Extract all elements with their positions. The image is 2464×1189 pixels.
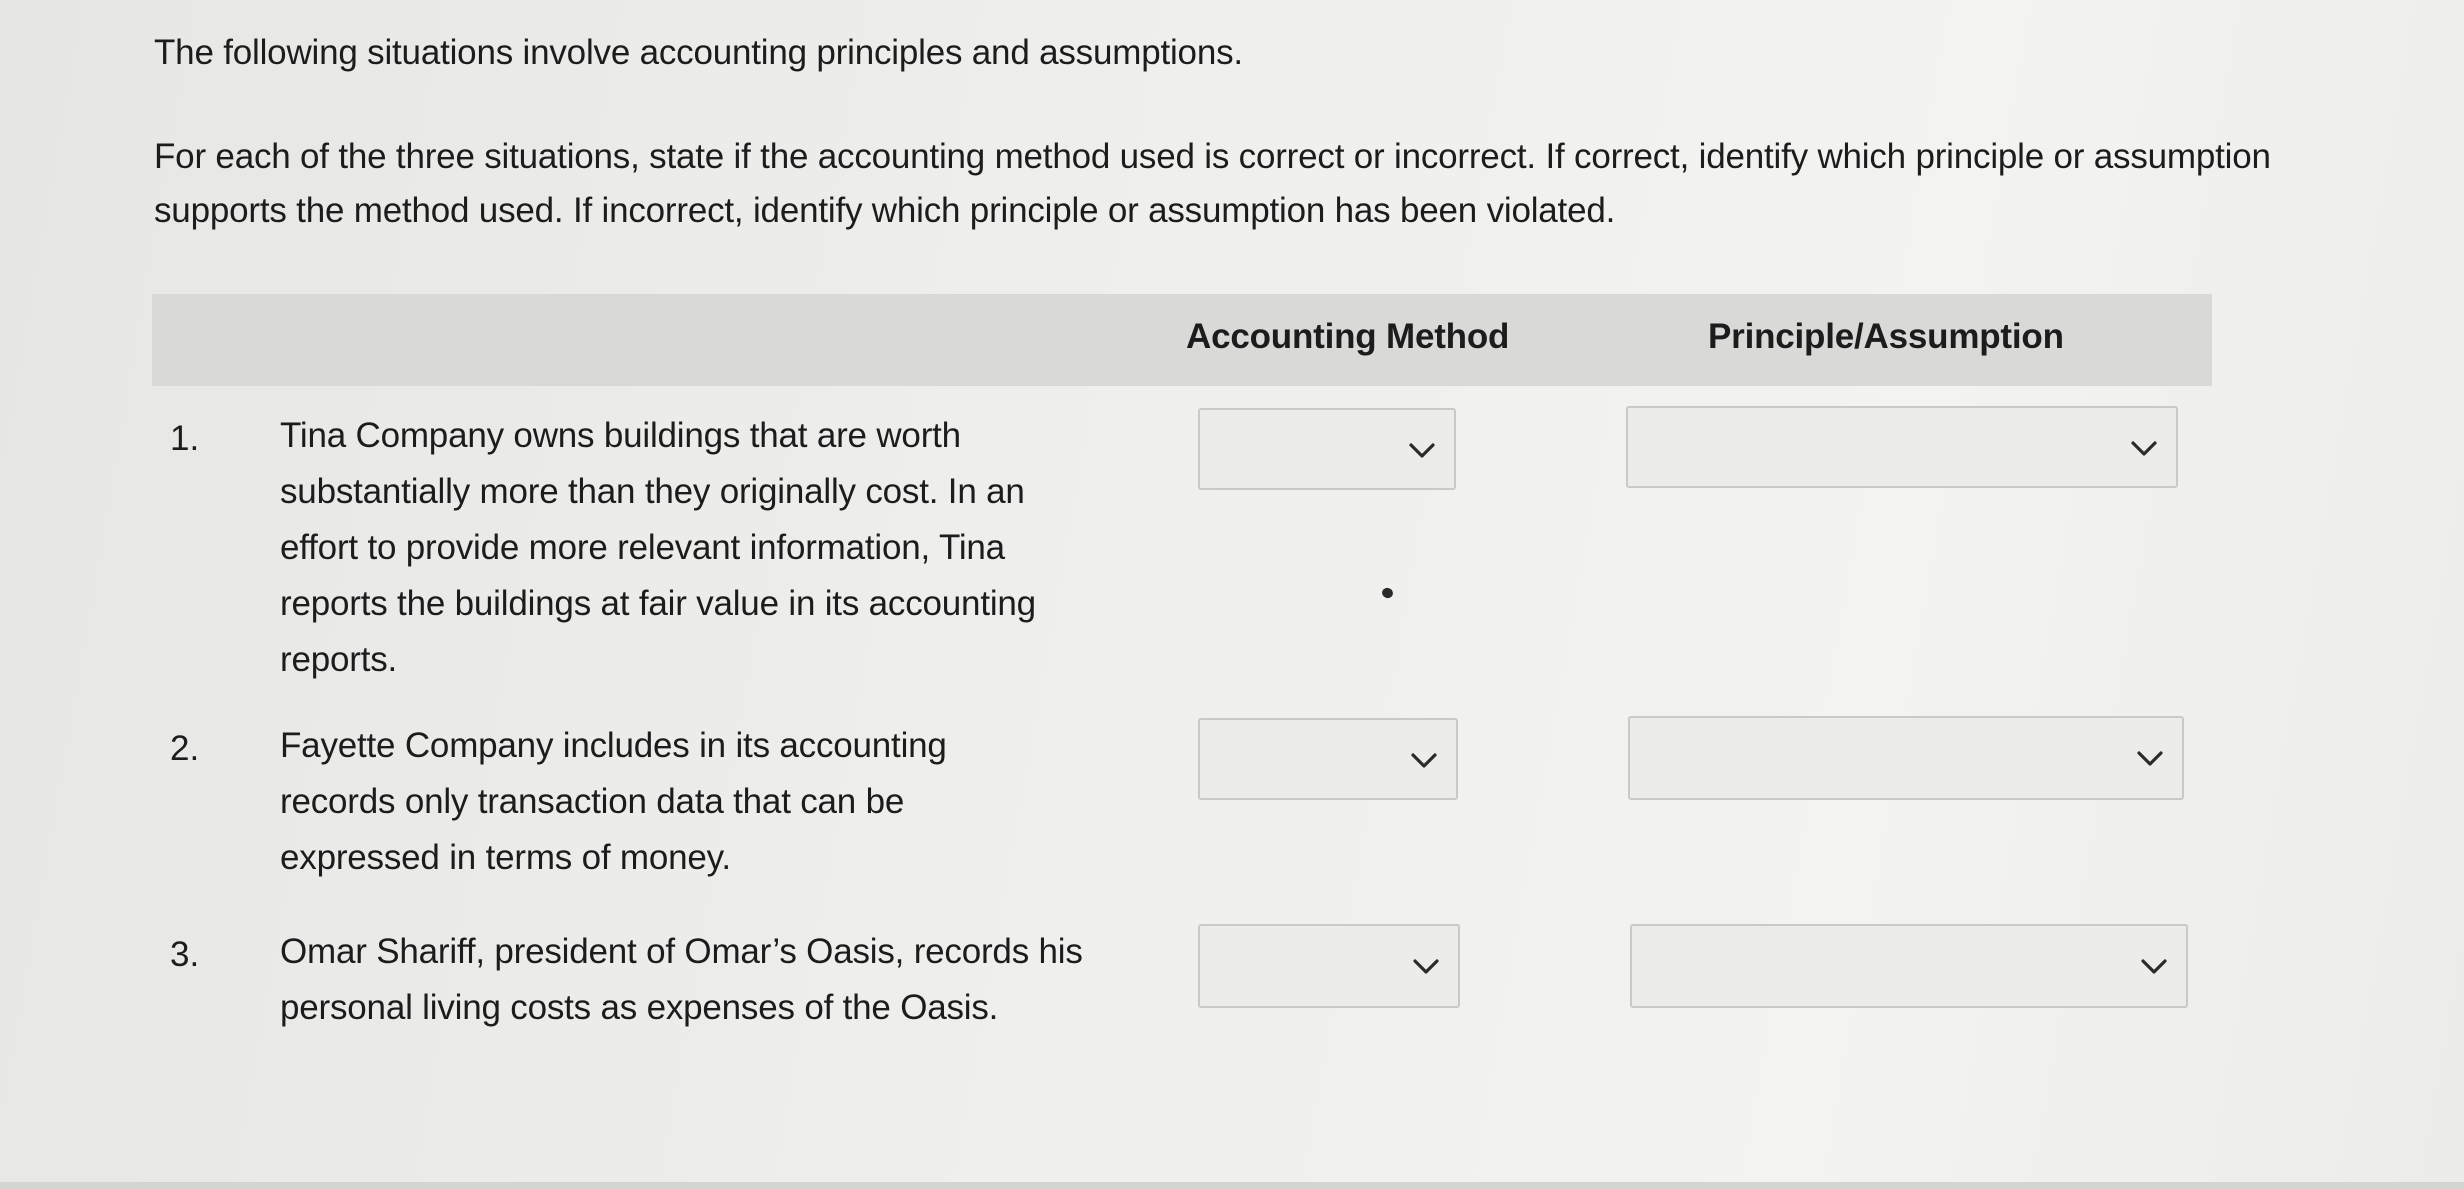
row-3-number: 3. bbox=[170, 935, 200, 974]
row-1-text: Tina Company owns buildings that are worth substantially more than they originally cost. In an effort to provide more relevant information, Tina reports the buildings at fair value in its accounting reports. bbox=[280, 416, 1036, 679]
row-2-method-select[interactable] bbox=[1198, 718, 1458, 800]
instructions-text: For each of the three situations, state if the accounting method used is correct or incorrect. If correct, identify which principle or assumption supports the method used. If incorrect, identify which principle or assumption has been violated. bbox=[154, 137, 2271, 230]
intro-text: The following situations involve accounting principles and assumptions. bbox=[154, 33, 1243, 72]
row-3-text: Omar Shariff, president of Omar’s Oasis, records his personal living costs as expenses of the Oasis. bbox=[280, 932, 1083, 1027]
chevron-down-icon bbox=[2140, 952, 2168, 980]
row-1-principle-select[interactable] bbox=[1626, 406, 2178, 488]
row-2-number: 2. bbox=[170, 729, 200, 768]
row-2-text: Fayette Company includes in its accounting records only transaction data that can be expressed in terms of money. bbox=[280, 726, 947, 877]
chevron-down-icon bbox=[2136, 744, 2164, 772]
accounting-method-header: Accounting Method bbox=[1186, 317, 1510, 356]
stray-mark bbox=[1381, 586, 1395, 599]
row-1-method-select[interactable] bbox=[1198, 408, 1456, 490]
row-2-principle-select[interactable] bbox=[1628, 716, 2184, 800]
principle-assumption-header: Principle/Assumption bbox=[1708, 317, 2064, 356]
chevron-down-icon bbox=[1408, 436, 1436, 464]
row-3-method-select[interactable] bbox=[1198, 924, 1460, 1008]
chevron-down-icon bbox=[2130, 434, 2158, 462]
row-1-number: 1. bbox=[170, 419, 200, 458]
chevron-down-icon bbox=[1410, 746, 1438, 774]
row-3-principle-select[interactable] bbox=[1630, 924, 2188, 1008]
chevron-down-icon bbox=[1412, 952, 1440, 980]
bottom-divider bbox=[0, 1182, 2464, 1189]
